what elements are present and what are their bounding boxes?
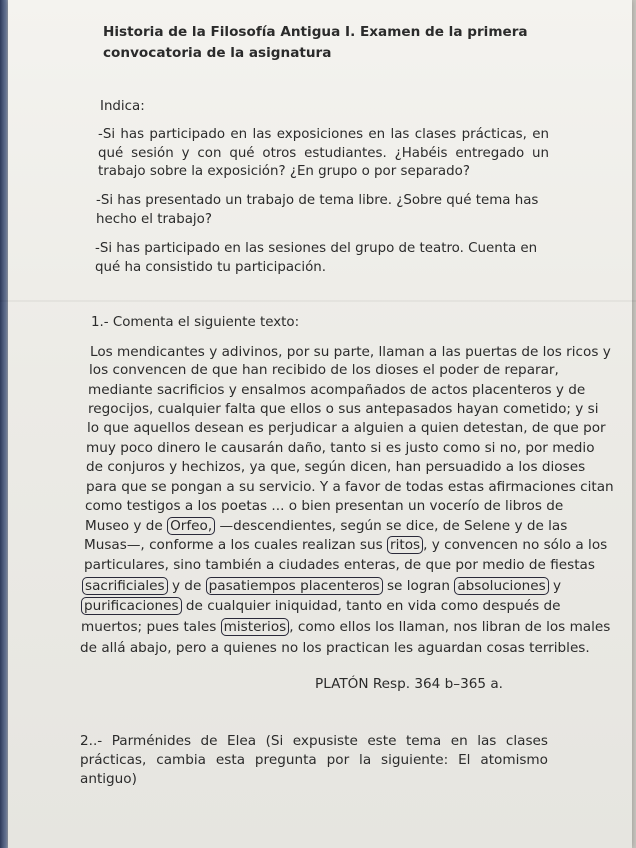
exam-title: Historia de la Filosofía Antigua I. Examen de la primera convocatoria de la asignatura [103,24,528,61]
text-line-2: los convencen de que han recibido de los dioses el poder de reparar, [89,362,559,378]
text-span: de cualquier iniquidad, tanto en vida como después de [181,598,561,614]
circled-word-absoluciones: absoluciones [454,577,548,595]
text-span: muertos; pues tales [81,619,221,635]
text-line-7: de conjuros y hechizos, ya que, según dicen, han persuadido a los dioses [86,459,586,475]
text-line-14 [81,598,561,614]
text-span: Musas—, conforme a los cuales realizan sus [84,537,388,553]
text-span: , y convencen no sólo a los [423,537,608,553]
text-span: y [548,578,562,594]
text-line-1: Los mendicantes y adivinos, por su parte, llaman a las puertas de los ricos y [90,344,611,360]
text-line-3: mediante sacrificios y ensalmos acompañados de actos placenteros y de [88,382,586,398]
text-line-10 [85,518,567,534]
citation: PLATÓN Resp. 364 b–365 a. [315,676,503,692]
text-line-13 [82,578,561,594]
circled-word-pasatiempos: pasatiempos placenteros [206,577,383,595]
text-span: y de [167,578,206,594]
instruction-item-2: -Si has presentado un trabajo de tema libre. ¿Sobre qué tema has hecho el trabajo? [96,193,539,227]
instruction-item-1: -Si has participado en las exposiciones en las clases prácticas, en qué sesión y con qué otros estudiantes. ¿Habéis entregado un trabajo sobre la exposición? ¿En grupo o por separado? [98,127,549,180]
circled-word-orfeo: Orfeo, [167,517,215,535]
question-2: 2..- Parménides de Elea (Si expusiste este tema en las clases prácticas, cambia esta pregunta por la siguiente: El atomismo antiguo) [80,733,548,787]
instruction-item-3: -Si has participado en las sesiones del grupo de teatro. Cuenta en qué ha consistido tu participación. [95,241,538,275]
circled-word-purificaciones: purificaciones [81,597,182,615]
text-line-6: muy poco dinero le causarán daño, tanto si es justo como si no, por medio [86,440,595,456]
text-line-4: regocijos, cualquier falta que ellos o sus antepasados hayan cometido; y si [88,401,599,417]
text-line-5: lo que aquellos desean es perjudicar a alguien a quien detestan, de que por [87,420,606,436]
text-span: —descendientes, según se dice, de Selene y de las [215,518,568,534]
text-span: , como ellos los llaman, nos libran de los males [289,619,611,635]
text-line-16: de allá abajo, pero a quienes no los practican les aguardan cosas terribles. [80,640,590,656]
text-line-11 [84,537,607,553]
paper-fold [0,300,636,302]
text-line-12: particulares, sino también a ciudades enteras, de que por medio de fiestas [84,557,595,573]
text-span: Museo y de [85,518,168,534]
text-line-15 [81,619,610,635]
circled-word-misterios: misterios [221,618,290,636]
question-1-heading: 1.- Comenta el siguiente texto: [91,315,300,330]
circled-word-sacrificiales: sacrificiales [82,577,168,595]
instructions-heading: Indica: [100,99,145,114]
text-line-8: para que se pongan a su servicio. Y a favor de todas estas afirmaciones citan [86,479,614,495]
circled-word-ritos: ritos [387,536,423,554]
text-span: se logran [382,578,455,594]
text-line-9: como testigos a los poetas ... o bien presentan un vocerío de libros de [85,498,564,514]
